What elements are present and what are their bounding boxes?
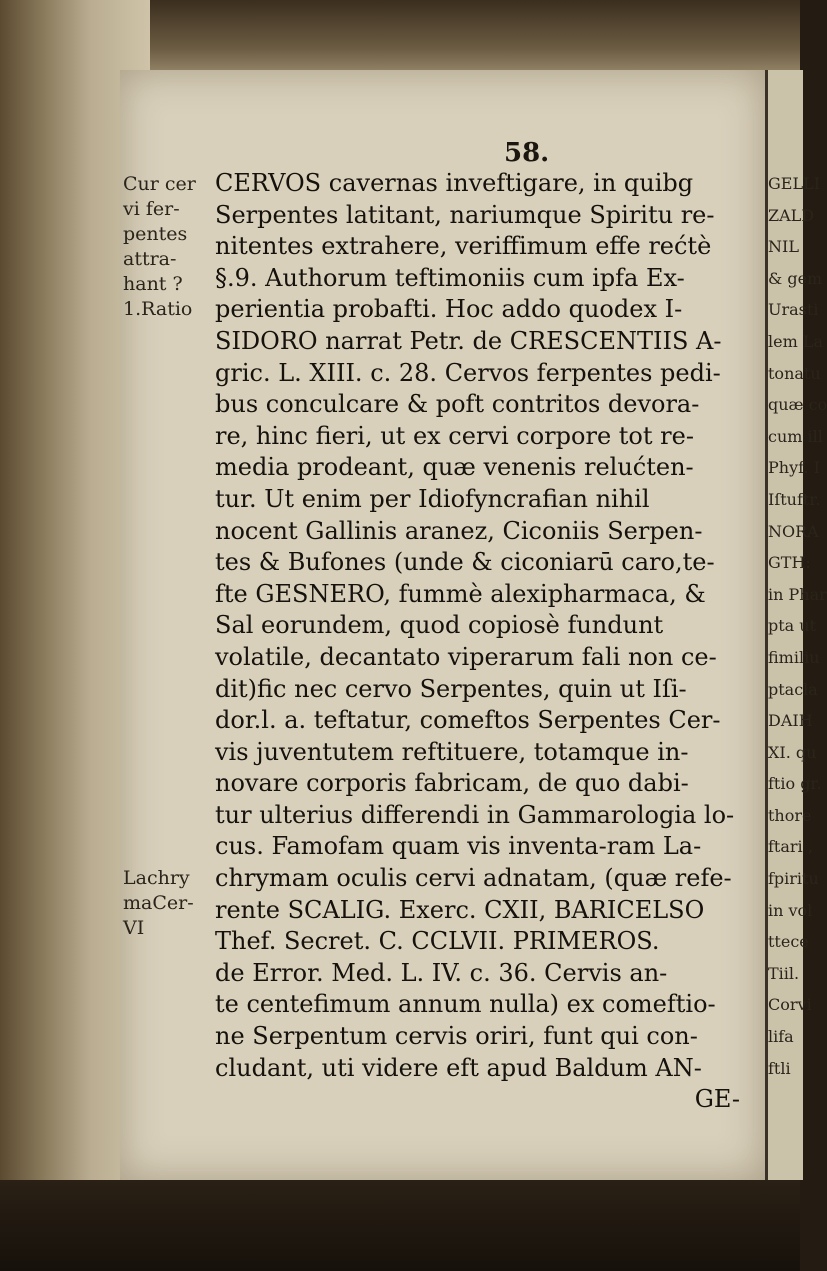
facing-page-line: ZALD xyxy=(768,205,815,225)
facing-page-line: NIL xyxy=(768,237,799,257)
text-line: cludant, uti videre eft apud Baldum AN- xyxy=(215,1053,702,1082)
facing-page-line: DAIH xyxy=(768,711,813,731)
text-line: cus. Famofam quam vis inventa-ram La- xyxy=(215,832,702,861)
facing-page-line: GELLI xyxy=(768,174,821,193)
margin-note-line: maCer- xyxy=(123,892,194,914)
facing-page-line: ptacla xyxy=(768,679,818,699)
margin-note-line: vi fer- xyxy=(123,198,180,220)
facing-page-line: ftari , xyxy=(768,837,813,857)
facing-page-line: Phyf. I xyxy=(768,458,820,478)
margin-note-line: Cur cer xyxy=(123,173,196,195)
margin-note-line: pentes xyxy=(123,223,188,245)
text-line: de Error. Med. L. IV. c. 36. Cervis an- xyxy=(215,958,668,987)
facing-page-text xyxy=(768,168,827,1084)
text-line: fte GESNERO, fummè alexipharmaca, & xyxy=(215,579,706,608)
margin-note-line: VI xyxy=(123,917,145,939)
facing-page-line: NORA xyxy=(768,521,819,541)
text-line: chrymam oculis cervi adnatam, (quæ refe- xyxy=(215,864,732,893)
text-line: dor.l. a. teftatur, comeftos Serpentes Cer- xyxy=(215,706,721,735)
margin-note-line: Lachry xyxy=(123,867,190,889)
text-line: te centefimum annum nulla) ex comeftio- xyxy=(215,990,716,1019)
facing-page-line: fpiritu xyxy=(768,869,819,889)
main-text-block xyxy=(215,168,760,1116)
text-line: SIDORO narrat Petr. de CRESCENTIIS A- xyxy=(215,326,722,355)
page-number: 58. xyxy=(504,138,550,168)
margin-note-line: 1.Ratio xyxy=(123,298,193,320)
facing-page-line: ttece xyxy=(768,932,809,952)
facing-page-line: cum ill xyxy=(768,426,823,446)
text-line: Serpentes latitant, nariumque Spiritu re- xyxy=(215,200,715,229)
facing-page-line: ftli xyxy=(768,1058,791,1078)
text-line: nocent Gallinis aranez, Ciconiis Serpen- xyxy=(215,516,703,545)
margin-note-line: attra- xyxy=(123,248,177,270)
facing-page-line: & gem xyxy=(768,268,823,288)
facing-page-line: thore xyxy=(768,805,812,825)
facing-page-line: pta ut xyxy=(768,616,817,636)
text-line: Sal eorundem, quod copiosè fundunt xyxy=(215,611,664,640)
margin-note-group-2 xyxy=(123,866,223,941)
text-line: Thef. Secret. C. CCLVII. PRIMEROS. xyxy=(215,927,660,956)
text-line: tes & Bufones (unde & ciconiarū caro,te- xyxy=(215,548,715,577)
facing-page-line: Iſtuftr. xyxy=(768,489,821,509)
text-line: re, hinc fieri, ut ex cervi corpore tot re- xyxy=(215,421,694,450)
text-line: rente SCALIG. Exerc. CXII, BARICELSO xyxy=(215,895,705,924)
page-bottom-shadow xyxy=(0,1180,800,1271)
text-line: bus conculcare & poft contritos devora- xyxy=(215,390,700,419)
facing-page-line: lifa xyxy=(768,1027,794,1047)
text-line: gric. L. XIII. c. 28. Cervos ferpentes pedi- xyxy=(215,358,721,387)
text-line: §.9. Authorum teftimoniis cum ipfa Ex- xyxy=(215,263,685,292)
facing-page-line: in vol xyxy=(768,900,813,920)
facing-page-line: lem La xyxy=(768,331,824,351)
facing-page-line: fimiliu xyxy=(768,647,820,667)
text-line: nitentes extrahere, veriffimum effe rećtè xyxy=(215,232,712,261)
text-line: vis juventutem reftituere, totamque in- xyxy=(215,737,689,766)
facing-page-line: tonatu xyxy=(768,363,821,383)
text-line: GE- xyxy=(694,1085,740,1114)
facing-page-line: GTH: xyxy=(768,553,811,573)
text-line: CERVOS cavernas inveftigare, in quibg xyxy=(215,169,694,197)
facing-page-line: Tiil. xyxy=(768,963,800,983)
text-line: ne Serpentum cervis oriri, funt qui con- xyxy=(215,1022,698,1051)
text-line: novare corporis fabricam, de quo dabi- xyxy=(215,769,689,798)
facing-page-line: Urasti xyxy=(768,300,819,320)
text-line: media prodeant, quæ venenis relućten- xyxy=(215,453,694,482)
text-line: perientia probafti. Hoc addo quodex I- xyxy=(215,295,683,324)
facing-page-line: XI. qu xyxy=(768,742,817,762)
text-line: tur ulterius differendi in Gammarologia lo- xyxy=(215,800,735,829)
text-line: dit)fic nec cervo Serpentes, quin ut Iſi- xyxy=(215,674,687,703)
facing-page-line: quæ co xyxy=(768,395,827,415)
facing-page-line: ftio gr. xyxy=(768,774,822,794)
text-line: tur. Ut enim per Idiofyncrafian nihil xyxy=(215,484,650,513)
margin-note-group-1 xyxy=(123,172,223,322)
margin-note-line: hant ? xyxy=(123,273,183,295)
facing-page-line: Corvi xyxy=(768,995,812,1015)
facing-page-line: in Phar xyxy=(768,584,827,604)
text-line: volatile, decantato viperarum fali non ce- xyxy=(215,642,717,671)
